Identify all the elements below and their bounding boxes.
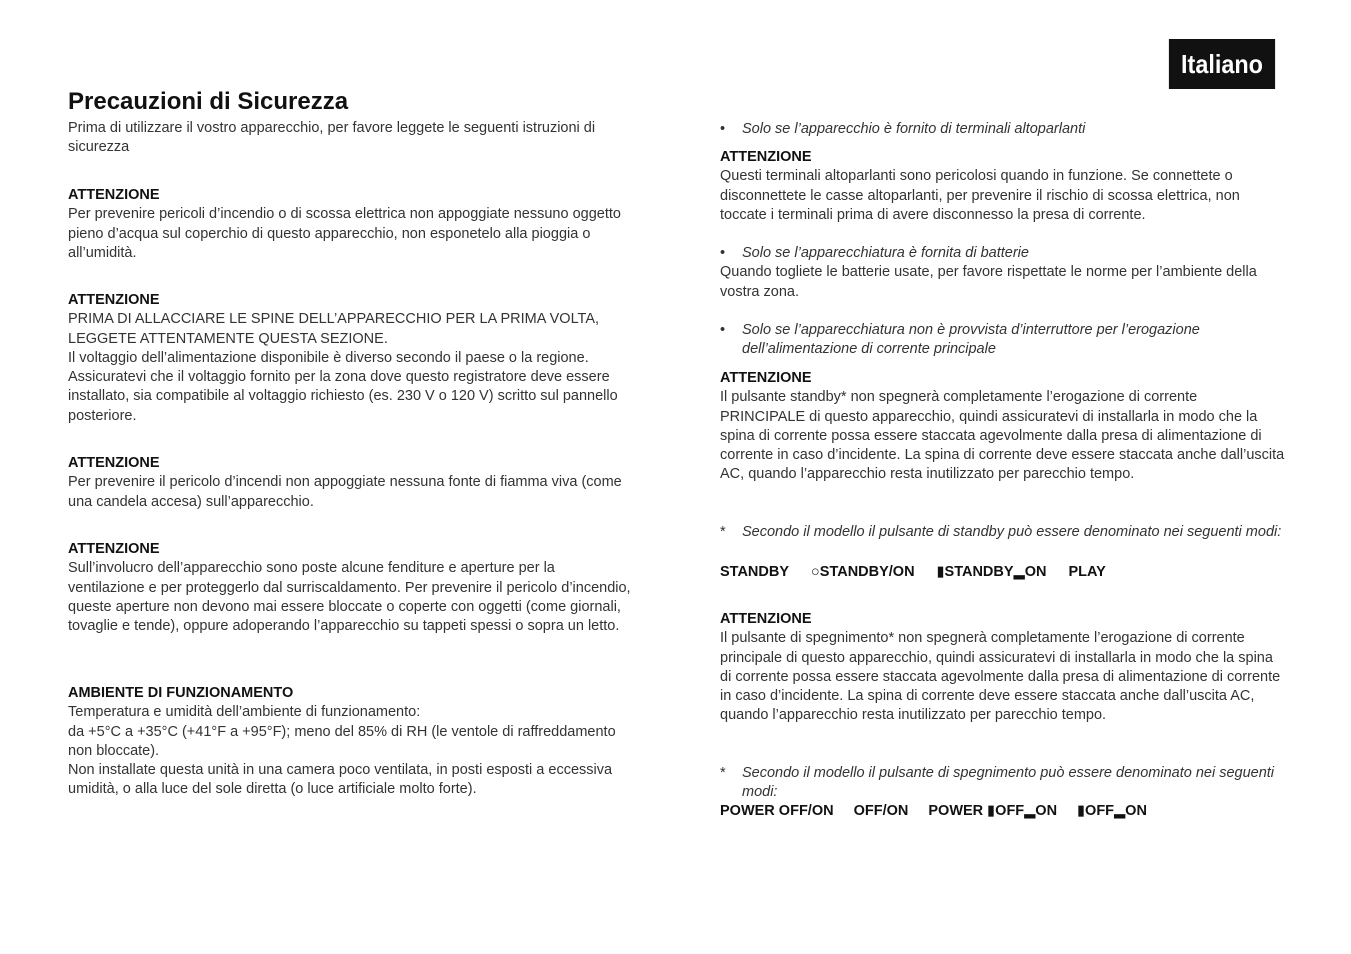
intro-block — [68, 119, 633, 158]
speaker-note — [720, 120, 1285, 139]
battery-body: Quando togliete le batterie usate, per favore rispettate le norme per l’ambiente della vostra zona. — [720, 264, 1257, 300]
bullet-mark: • — [720, 245, 726, 261]
power-footnote — [720, 764, 1285, 803]
mode-label: POWER OFF/ON — [720, 803, 834, 819]
section-heading: ATTENZIONE — [720, 611, 812, 627]
note-text: Secondo il modello il pulsante di standby può essere denominato nei seguenti modi: — [742, 524, 1282, 540]
asterisk-mark: * — [720, 524, 726, 540]
warning-voltage — [68, 291, 633, 426]
section-body-2: Il voltaggio dell’alimentazione disponibile è diverso secondo il paese o la regione. Assicuratevi che il voltaggio fornito per la zona dove questo registratore deve essere installato, sia compatibile al voltaggio richiesto (es. 230 V o 120 V) scritto sul pannello posteriore. — [68, 349, 618, 424]
note-text: Solo se l’apparecchiatura è fornita di batterie — [742, 245, 1029, 261]
power-warning — [720, 610, 1285, 726]
standby-footnote — [720, 523, 1285, 542]
note-text: Solo se l’apparecchiatura non è provvista d’interruttore per l’erogazione dell’alimentazione di corrente principale — [742, 322, 1200, 358]
section-heading: AMBIENTE DI FUNZIONAMENTO — [68, 685, 294, 701]
section-body: Temperatura e umidità dell’ambiente di funzionamento: — [68, 704, 421, 721]
section-body: Questi terminali altoparlanti sono pericolosi quando in funzione. Se connettete o disconnettete le casse altoparlanti, per prevenire il rischio di scossa elettrica, non toccate i terminali prima di avere disconnesso la presa di corrente. — [720, 168, 1240, 223]
speaker-warning — [720, 148, 1285, 225]
operating-environment — [68, 684, 633, 800]
standby-warning — [720, 369, 1285, 485]
section-body: Il pulsante di spegnimento* non spegnerà completamente l’erogazione di corrente principale di questo apparecchio, quindi assicuratevi di installarla in modo che la spina di corrente possa essere staccata agevolmente dalla presa di alimentazione di corrente in caso d’incidente. La spina di corrente deve essere staccata anche dall’uscita AC, quando l’apparecchio resta inutilizzato per parecchio tempo. — [720, 630, 1281, 724]
mode-label: OFF/ON — [853, 803, 909, 819]
mode-label: POWER ▮OFF▂ON — [928, 803, 1058, 819]
section-body: Il pulsante standby* non spegnerà completamente l’erogazione di corrente PRINCIPALE di questo apparecchio, quindi assicuratevi di installarla in modo che la spina di corrente possa essere staccata agevolmente dalla presa di alimentazione di corrente in caso d’incidente. La spina di corrente deve essere staccata anche dall’uscita AC, quando l’apparecchio resta inutilizzato per parecchio tempo. — [720, 389, 1285, 483]
section-body: PRIMA DI ALLACCIARE LE SPINE DELL’APPARECCHIO PER LA PRIMA VOLTA, LEGGETE ATTENTAMENTE QUESTA SEZIONE. — [68, 311, 600, 347]
note-text: Solo se l’apparecchio è fornito di terminali altoparlanti — [742, 121, 1086, 137]
mode-label: ▮OFF▂ON — [1077, 803, 1147, 819]
bullet-mark: • — [720, 121, 726, 137]
mode-label: STANDBY — [720, 564, 790, 580]
warning-flame — [68, 454, 633, 512]
section-heading: ATTENZIONE — [68, 187, 160, 203]
section-body: Per prevenire pericoli d’incendio o di scossa elettrica non appoggiate nessuno oggetto pieno d’acqua sul coperchio di questo apparecchio, non esponetelo alla pioggia o all’umidità. — [68, 206, 621, 261]
section-heading: ATTENZIONE — [68, 455, 160, 471]
intro-text: Prima di utilizzare il vostro apparecchio, per favore leggete le seguenti istruzioni di sicurezza — [68, 120, 596, 156]
power-modes — [720, 802, 1285, 821]
battery-note — [720, 244, 1285, 302]
note-text: Secondo il modello il pulsante di spegnimento può essere denominato nei seguenti modi: — [742, 765, 1275, 801]
page-title: Precauzioni di Sicurezza — [68, 88, 349, 115]
section-body-2: da +5°C a +35°C (+41°F a +95°F); meno del 85% di RH (le ventole di raffreddamento non bloccate). — [68, 723, 616, 759]
standby-modes — [720, 563, 1285, 582]
section-heading: ATTENZIONE — [68, 541, 160, 557]
asterisk-mark: * — [720, 765, 726, 781]
switch-note — [720, 321, 1285, 360]
section-body: Sull’involucro dell’apparecchio sono poste alcune fenditure e aperture per la ventilazione e per proteggerlo dal surriscaldamento. Per prevenire il pericolo d’incendio, queste aperture non devono mai essere bloccate o coperte con oggetti (come giornali, tovaglie e tende), oppure adoperando l’apparecchio su tappeti spessi o sopra un letto. — [68, 560, 631, 635]
warning-ventilation — [68, 540, 633, 636]
section-body: Per prevenire il pericolo d’incendi non appoggiate nessuna fonte di fiamma viva (come una candela accesa) sull’apparecchio. — [68, 474, 622, 510]
section-heading: ATTENZIONE — [68, 292, 160, 308]
mode-label: PLAY — [1068, 564, 1106, 580]
section-heading: ATTENZIONE — [720, 149, 812, 165]
mode-label: ▮STANDBY▂ON — [936, 564, 1047, 580]
bullet-mark: • — [720, 322, 726, 338]
section-body-3: Non installate questa unità in una camera poco ventilata, in posti esposti a eccessiva umidità, o alla luce del sole diretta (o luce artificiale molto forte). — [68, 762, 613, 798]
section-heading: ATTENZIONE — [720, 370, 812, 386]
warning-water — [68, 186, 633, 263]
language-tab: Italiano — [1169, 39, 1275, 89]
mode-label: ○STANDBY/ON — [811, 564, 915, 580]
